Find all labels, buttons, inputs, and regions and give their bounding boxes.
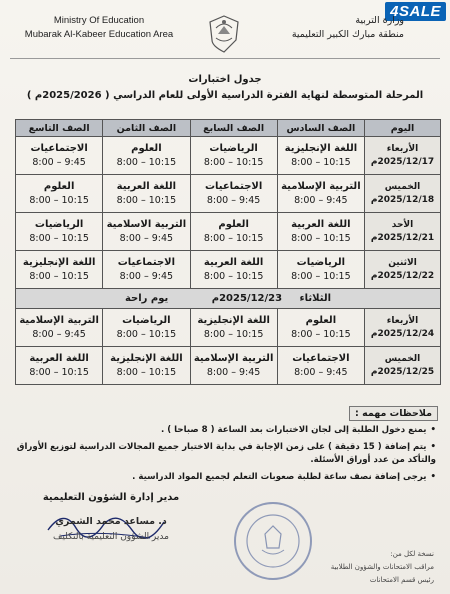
subject: العلوم [305,315,337,326]
subject: الرياضيات [122,315,171,326]
exam-cell [190,137,277,175]
day-name: الأربعاء [386,315,419,326]
exam-cell [190,251,277,289]
exam-cell [16,137,103,175]
note-item: • يمنع دخول الطلبة إلى لجان الاختبارات بعد الساعة ( 8 صباحا ) . [14,424,436,437]
signatory-name: د. مساعد محمد الشمري [55,516,167,527]
exam-schedule-table [15,119,441,385]
subject: اللغة العربية [291,219,351,230]
notes-list [14,424,436,488]
table-row [16,175,441,213]
note-item: • يتم إضافة ( 15 دقيقة ) على زمن الإجابة في بداية الاختبار جميع المجالات الدراسية لتوزيع الأوراق والتأكد من عدد أوراق الأسئلة. [14,441,436,467]
holiday-row [16,289,441,309]
time: 8:00 – 9:45 [32,329,86,340]
holiday-date: 2025/12/23م [211,293,283,304]
exam-cell [103,251,190,289]
column-header: الصف السادس [277,120,364,137]
exam-cell [190,309,277,347]
time: 8:00 – 9:45 [119,271,174,282]
column-header: الصف السابع [190,120,277,137]
document-title: جدول اختبارات [188,74,262,85]
time: 8:00 – 9:45 [294,367,348,378]
notes-heading: ملاحظات مهمه : [349,406,438,421]
cc-heading: نسخة لكل من: [390,550,434,558]
subject: الاجتماعيات [204,181,263,192]
subject: الرياضيات [296,257,346,268]
table-row [16,309,441,347]
exam-cell [16,213,103,251]
exam-cell [103,309,190,347]
exam-cell [16,347,103,385]
area-name-en: Mubarak Al-Kabeer Education Area [24,29,174,40]
time: 8:00 – 10:15 [291,329,351,340]
subject: التربية الإسلامية [281,181,361,192]
column-header: الصف الثامن [103,120,190,137]
holiday-cell [16,289,441,309]
signatory-title: مدير إدارة الشؤون التعليمية [42,492,180,503]
exam-cell [190,213,277,251]
day-date: 2025/12/24م [370,328,435,339]
day-cell [365,213,441,251]
cc-item: مراقب الامتحانات والشؤون الطلابية [330,563,434,571]
time: 8:00 – 10:15 [29,233,89,244]
day-cell [365,309,441,347]
kuwait-emblem-icon [206,14,242,54]
day-date: 2025/12/18م [370,194,435,205]
exam-cell [277,347,364,385]
day-name: الخميس [384,353,421,364]
day-date: 2025/12/17م [370,156,435,167]
time: 8:00 – 10:15 [203,329,264,340]
time: 8:00 – 10:15 [116,367,177,378]
column-header: الصف التاسع [16,120,103,137]
subject: اللغة الإنجليزية [284,143,358,154]
document-subtitle: المرحلة المتوسطة لنهاية الفترة الدراسية الأولى للعام الدراسي ( 2025/2026م ) [26,90,424,101]
table-row [16,137,441,175]
time: 8:00 – 10:15 [203,271,264,282]
exam-cell [16,175,103,213]
subject: التربية الاسلامية [106,219,187,230]
exam-cell [277,137,364,175]
exam-cell [103,175,190,213]
time: 8:00 – 10:15 [203,157,264,168]
time: 8:00 – 9:45 [294,195,348,206]
exam-cell [190,175,277,213]
day-name: الأحد [391,219,414,230]
day-date: 2025/12/22م [370,270,435,281]
time: 8:00 – 10:15 [29,367,89,378]
exam-cell [277,309,364,347]
time: 8:00 – 9:45 [119,233,174,244]
header-divider [10,58,440,59]
subject: اللغة العربية [29,353,89,364]
exam-cell [190,347,277,385]
time: 8:00 – 10:15 [116,329,177,340]
time: 8:00 – 9:45 [32,157,86,168]
header-english [14,14,184,42]
subject: الاجتماعيات [30,143,88,154]
time: 8:00 – 10:15 [116,157,177,168]
area-name-ar: منطقة مبارك الكبير التعليمية [291,29,404,40]
exam-cell [16,251,103,289]
time: 8:00 – 10:15 [291,157,351,168]
time: 8:00 – 9:45 [206,367,261,378]
subject: التربية الإسلامية [19,315,99,326]
subject: العلوم [131,143,162,154]
subject: الرياضيات [34,219,84,230]
day-date: 2025/12/25م [370,366,435,377]
cc-item: رئيس قسم الامتحانات [369,576,434,584]
subject: اللغة الإنجليزية [110,353,183,364]
day-cell [365,137,441,175]
subject: التربية الإسلامية [193,353,274,364]
time: 8:00 – 10:15 [291,271,351,282]
signatory-subtitle: مدير الشؤون التعليمية بالتكليف [53,532,169,542]
day-cell [365,251,441,289]
subject: اللغة العربية [116,181,177,192]
exam-cell [103,213,190,251]
subject: اللغة الإنجليزية [22,257,96,268]
subject: العلوم [43,181,75,192]
exam-cell [277,251,364,289]
copy-to-list [331,548,434,587]
exam-cell [103,137,190,175]
brand-logo: 4SALE [385,2,446,21]
subject: اللغة الإنجليزية [197,315,270,326]
table-row [16,251,441,289]
day-name: الأربعاء [386,143,419,154]
exam-cell [277,213,364,251]
time: 8:00 – 10:15 [29,195,89,206]
day-cell [365,347,441,385]
subject: العلوم [218,219,249,230]
time: 8:00 – 9:45 [206,195,261,206]
exam-cell [277,175,364,213]
subject: اللغة العربية [203,257,264,268]
holiday-day: الثلاثاء [299,293,332,304]
holiday-text: يوم راحة [124,293,169,304]
note-item: • يرجى إضافة نصف ساعة لطلبة صعوبات التعلم لجميع المواد الدراسية . [14,471,436,484]
table-header-row [16,120,441,137]
official-stamp [232,500,314,582]
exam-cell [103,347,190,385]
exam-cell [16,309,103,347]
ministry-name-en: Ministry Of Education [53,15,145,26]
time: 8:00 – 10:15 [203,233,264,244]
time: 8:00 – 10:15 [116,195,177,206]
day-date: 2025/12/21م [370,232,435,243]
subject: الاجتماعيات [117,257,176,268]
table-row [16,347,441,385]
table-row [16,213,441,251]
day-name: الاثنين [388,257,417,268]
time: 8:00 – 10:15 [291,233,351,244]
subject: الرياضيات [209,143,258,154]
day-name: الخميس [384,181,421,192]
column-header: اليوم [365,120,441,137]
time: 8:00 – 10:15 [29,271,89,282]
subject: الاجتماعيات [292,353,350,364]
ministry-name-ar: وزارة التربية [355,15,404,26]
header-arabic [254,14,404,42]
day-cell [365,175,441,213]
